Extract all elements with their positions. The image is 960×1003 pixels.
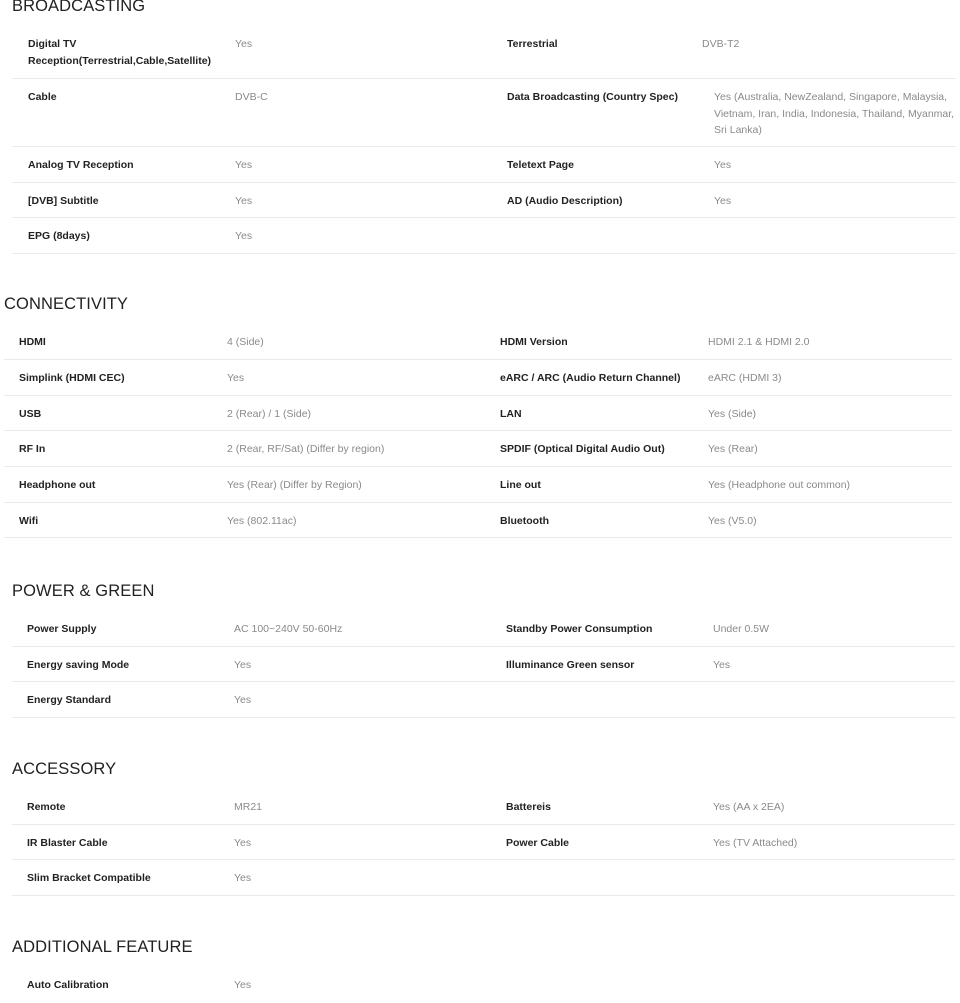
table-row bbox=[12, 967, 955, 1003]
spec-label: IR Blaster Cable bbox=[27, 837, 108, 849]
spec-label: Analog TV Reception bbox=[28, 159, 134, 171]
spec-label: HDMI bbox=[19, 336, 46, 348]
spec-value: AC 100~240V 50-60Hz bbox=[234, 623, 343, 635]
spec-label: Illuminance Green sensor bbox=[506, 659, 635, 671]
table-row bbox=[12, 218, 956, 254]
spec-value: 2 (Rear, RF/Sat) (Differ by region) bbox=[227, 443, 385, 455]
spec-value: 2 (Rear) / 1 (Side) bbox=[227, 408, 312, 420]
section-title-connectivity: CONNECTIVITY bbox=[4, 295, 129, 313]
spec-value: Yes bbox=[227, 372, 245, 384]
spec-label: [DVB] Subtitle bbox=[28, 195, 99, 207]
spec-label: Auto Calibration bbox=[27, 979, 109, 991]
spec-label: Wifi bbox=[19, 515, 39, 527]
spec-label: eARC / ARC (Audio Return Channel) bbox=[500, 372, 681, 384]
spec-value: Yes (Headphone out common) bbox=[708, 479, 851, 491]
spec-value: 4 (Side) bbox=[227, 336, 264, 348]
spec-label: Remote bbox=[27, 801, 66, 813]
table-row bbox=[12, 647, 955, 682]
spec-label: Power Cable bbox=[506, 837, 570, 849]
spec-value: DVB-T2 bbox=[702, 38, 740, 50]
spec-table-broadcasting bbox=[12, 26, 956, 254]
spec-value: Yes bbox=[235, 159, 253, 171]
table-row bbox=[12, 79, 956, 147]
spec-label: Terrestrial bbox=[507, 38, 558, 50]
spec-value: Yes (802.11ac) bbox=[227, 515, 297, 527]
section-title-accessory: ACCESSORY bbox=[12, 760, 117, 778]
spec-value: Yes (Rear) (Differ by Region) bbox=[227, 479, 362, 491]
section-additional-feature bbox=[12, 937, 955, 1000]
spec-value: Yes bbox=[234, 837, 252, 849]
spec-value: Yes bbox=[234, 872, 252, 884]
section-broadcasting bbox=[12, 0, 956, 256]
table-row bbox=[12, 26, 956, 79]
spec-label: USB bbox=[19, 408, 42, 420]
spec-value: Yes (AA x 2EA) bbox=[713, 801, 785, 813]
spec-label: AD (Audio Description) bbox=[507, 195, 623, 207]
section-power-green bbox=[12, 581, 955, 721]
spec-label: HDMI Version bbox=[500, 336, 568, 348]
spec-value: Yes bbox=[714, 159, 732, 171]
table-row bbox=[4, 396, 952, 431]
spec-label: Battereis bbox=[506, 801, 551, 813]
spec-label: Teletext Page bbox=[507, 159, 574, 171]
spec-value: Yes bbox=[235, 38, 253, 50]
spec-value: Yes (TV Attached) bbox=[713, 837, 798, 849]
section-title-additional-feature: ADDITIONAL FEATURE bbox=[12, 938, 193, 956]
spec-label: Data Broadcasting (Country Spec) bbox=[507, 91, 678, 103]
section-connectivity bbox=[4, 294, 952, 540]
spec-value: Yes (Australia, NewZealand, Singapore, Malaysia, Vietnam, Iran, India, Indonesia, Thailand, Myanmar, Sri Lanka) bbox=[714, 91, 955, 136]
spec-table-additional-feature bbox=[12, 967, 955, 1003]
spec-table-connectivity bbox=[4, 324, 952, 538]
spec-label: Headphone out bbox=[19, 479, 96, 491]
spec-table-accessory bbox=[12, 789, 955, 896]
spec-value: Yes bbox=[234, 659, 252, 671]
spec-label: SPDIF (Optical Digital Audio Out) bbox=[500, 443, 665, 455]
spec-value: Yes bbox=[235, 195, 253, 207]
spec-table-power-green bbox=[12, 611, 955, 718]
table-row bbox=[12, 147, 956, 183]
section-accessory bbox=[12, 759, 955, 899]
table-row bbox=[12, 611, 955, 647]
table-row bbox=[4, 360, 952, 396]
spec-label: LAN bbox=[500, 408, 522, 420]
spec-label: Standby Power Consumption bbox=[506, 623, 653, 635]
spec-label: EPG (8days) bbox=[28, 230, 90, 242]
table-row bbox=[12, 183, 956, 218]
spec-label: Cable bbox=[28, 91, 57, 103]
spec-label: Energy Standard bbox=[27, 694, 112, 706]
table-row bbox=[12, 682, 955, 718]
spec-value: Yes bbox=[713, 659, 731, 671]
spec-label: Digital TV Reception(Terrestrial,Cable,Satellite) bbox=[28, 38, 212, 67]
spec-label: Line out bbox=[500, 479, 541, 491]
table-row bbox=[4, 431, 952, 467]
table-row bbox=[4, 467, 952, 503]
table-row bbox=[4, 503, 952, 538]
spec-label: Slim Bracket Compatible bbox=[27, 872, 151, 884]
spec-value: Yes bbox=[234, 694, 252, 706]
spec-value: Yes (Side) bbox=[708, 408, 757, 420]
table-row bbox=[12, 860, 955, 896]
spec-value: Yes (V5.0) bbox=[708, 515, 757, 527]
spec-value: Yes bbox=[234, 979, 252, 991]
table-row bbox=[4, 324, 952, 360]
spec-value: Yes bbox=[235, 230, 253, 242]
table-row bbox=[12, 825, 955, 860]
spec-label: Simplink (HDMI CEC) bbox=[19, 372, 125, 384]
spec-label: RF In bbox=[19, 443, 46, 455]
spec-value: Yes (Rear) bbox=[708, 443, 758, 455]
spec-value: Yes bbox=[714, 195, 732, 207]
spec-label: Power Supply bbox=[27, 623, 97, 635]
spec-label: Bluetooth bbox=[500, 515, 549, 527]
table-row bbox=[12, 789, 955, 825]
section-title-power-green: POWER & GREEN bbox=[12, 582, 155, 600]
section-title-broadcasting: BROADCASTING bbox=[12, 0, 146, 15]
spec-value: MR21 bbox=[234, 801, 263, 813]
spec-value: eARC (HDMI 3) bbox=[708, 372, 782, 384]
spec-label: Energy saving Mode bbox=[27, 659, 130, 671]
spec-value: DVB-C bbox=[235, 91, 268, 103]
spec-value: Under 0.5W bbox=[713, 623, 770, 635]
spec-value: HDMI 2.1 & HDMI 2.0 bbox=[708, 336, 810, 348]
